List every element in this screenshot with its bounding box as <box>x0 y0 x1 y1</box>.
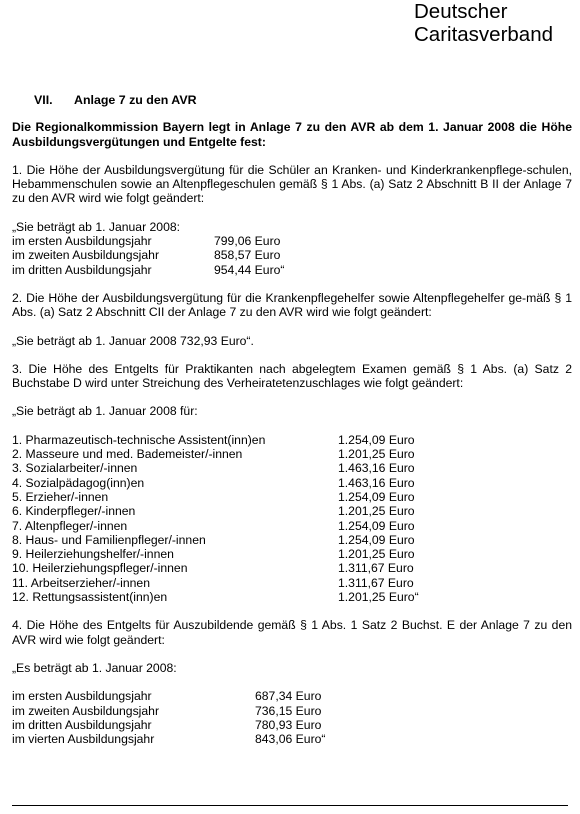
table-row <box>12 447 419 461</box>
row-label: 3. Sozialarbeiter/-innen <box>12 461 138 476</box>
row-label: 2. Masseure und med. Bademeister/-innen <box>12 447 243 462</box>
paragraph-3-table <box>12 433 419 605</box>
row-label: im zweiten Ausbildungsjahr <box>12 703 160 718</box>
row-value: 780,93 Euro <box>255 717 322 732</box>
table-row <box>12 476 419 490</box>
row-value: 1.463,16 Euro <box>338 461 415 476</box>
row-label: im ersten Ausbildungsjahr <box>12 234 152 249</box>
paragraph-4: 4. Die Höhe des Entgelts für Auszubildende gemäß § 1 Abs. 1 Satz 2 Buchst. E der Anlage 7 zu den AVR wird wie folgt geändert: <box>12 618 572 647</box>
row-value: 1.201,25 Euro <box>338 504 415 519</box>
paragraph-3: 3. Die Höhe des Entgelts für Praktikanten nach abgelegtem Examen gemäß § 1 Abs. (a) Satz 2 Buchstabe D wird unter Streichung des Verheiratetenzuschlages wie folgt geändert: <box>12 361 572 391</box>
paragraph-4-table <box>12 689 325 746</box>
table-row <box>12 519 419 533</box>
row-value: 1.311,67 Euro <box>338 575 414 590</box>
table-row <box>12 704 325 718</box>
row-label: 12. Rettungsassistent(inn)en <box>12 590 168 605</box>
row-label: im vierten Ausbildungsjahr <box>12 732 155 747</box>
table-row <box>12 533 419 547</box>
footer-divider <box>12 805 568 806</box>
row-value: 954,44 Euro“ <box>214 262 285 277</box>
section-number: VII. <box>34 93 53 107</box>
row-value: 1.463,16 Euro <box>338 475 415 490</box>
document-body <box>12 93 572 746</box>
row-value: 1.254,09 Euro <box>338 432 415 447</box>
table-row <box>12 248 284 262</box>
caritas-logo-text <box>414 0 553 46</box>
row-value: 1.311,67 Euro <box>338 561 414 576</box>
logo-line-1: Deutscher <box>414 0 508 23</box>
paragraph-3-lead: „Sie beträgt ab 1. Januar 2008 für: <box>12 404 198 419</box>
row-label: 4. Sozialpädagog(inn)en <box>12 475 145 490</box>
row-value: 1.201,25 Euro“ <box>338 590 419 605</box>
row-value: 687,34 Euro <box>255 689 322 704</box>
table-row <box>12 490 419 504</box>
row-value: 843,06 Euro“ <box>255 732 326 747</box>
row-value: 1.254,09 Euro <box>338 489 415 504</box>
table-row <box>12 433 419 447</box>
row-label: 7. Altenpfleger/-innen <box>12 518 128 533</box>
paragraph-4-lead: „Es beträgt ab 1. Januar 2008: <box>12 660 177 675</box>
row-value: 1.254,09 Euro <box>338 518 415 533</box>
row-label: 5. Erzieher/-innen <box>12 489 109 504</box>
section-heading <box>34 93 572 107</box>
row-label: 9. Heilerziehungshelfer/-innen <box>12 547 174 562</box>
table-row <box>12 732 325 746</box>
table-row <box>12 561 419 575</box>
table-row <box>12 590 419 604</box>
row-label: im zweiten Ausbildungsjahr <box>12 248 160 263</box>
logo-line-2: Caritasverband <box>414 23 554 46</box>
row-value: 799,06 Euro <box>214 234 281 249</box>
table-row <box>12 234 284 248</box>
row-value: 1.201,25 Euro <box>338 447 415 462</box>
row-label: 10. Heilerziehungspfleger/-innen <box>12 561 188 576</box>
table-row <box>12 263 284 277</box>
row-label: im dritten Ausbildungsjahr <box>12 717 152 732</box>
paragraph-2: 2. Die Höhe der Ausbildungsvergütung für die Krankenpflegehelfer sowie Altenpflegehelfer ge-mäß § 1 Abs. (a) Satz 2 Abschnitt CII der Anlage 7 zu den AVR wird wie folgt geändert: <box>12 290 572 320</box>
row-label: 6. Kinderpfleger/-innen <box>12 504 136 519</box>
row-label: im ersten Ausbildungsjahr <box>12 689 152 704</box>
paragraph-1: 1. Die Höhe der Ausbildungsvergütung für die Schüler an Kranken- und Kinderkrankenpflege-schulen, Hebammenschulen sowie an Altenpflegeschulen gemäß § 1 Abs. (a) Satz 2 Abschnitt B II der Anlage 7 zu den AVR wird wie folgt geändert: <box>12 162 572 206</box>
table-row <box>12 576 419 590</box>
table-row <box>12 689 325 703</box>
intro-paragraph: Die Regionalkommission Bayern legt in Anlage 7 zu den AVR ab dem 1. Januar 2008 die Höhe Ausbildungsvergütungen und Entgelte fest: <box>12 120 572 149</box>
table-row <box>12 461 419 475</box>
row-value: 736,15 Euro <box>255 703 322 718</box>
row-value: 858,57 Euro <box>214 248 281 263</box>
row-label: 11. Arbeitserzieher/-innen <box>12 575 150 590</box>
row-value: 1.201,25 Euro <box>338 547 415 562</box>
table-row <box>12 547 419 561</box>
row-label: 8. Haus- und Familienpfleger/-innen <box>12 532 206 547</box>
row-label: 1. Pharmazeutisch-technische Assistent(inn)en <box>12 432 266 447</box>
paragraph-1-lead: „Sie beträgt ab 1. Januar 2008: <box>12 219 181 234</box>
table-row <box>12 504 419 518</box>
row-label: im dritten Ausbildungsjahr <box>12 262 152 277</box>
table-row <box>12 718 325 732</box>
row-value: 1.254,09 Euro <box>338 532 415 547</box>
paragraph-2-quote: „Sie beträgt ab 1. Januar 2008 732,93 Euro“. <box>12 333 254 348</box>
section-title: Anlage 7 zu den AVR <box>74 93 197 107</box>
paragraph-1-table <box>12 234 284 277</box>
